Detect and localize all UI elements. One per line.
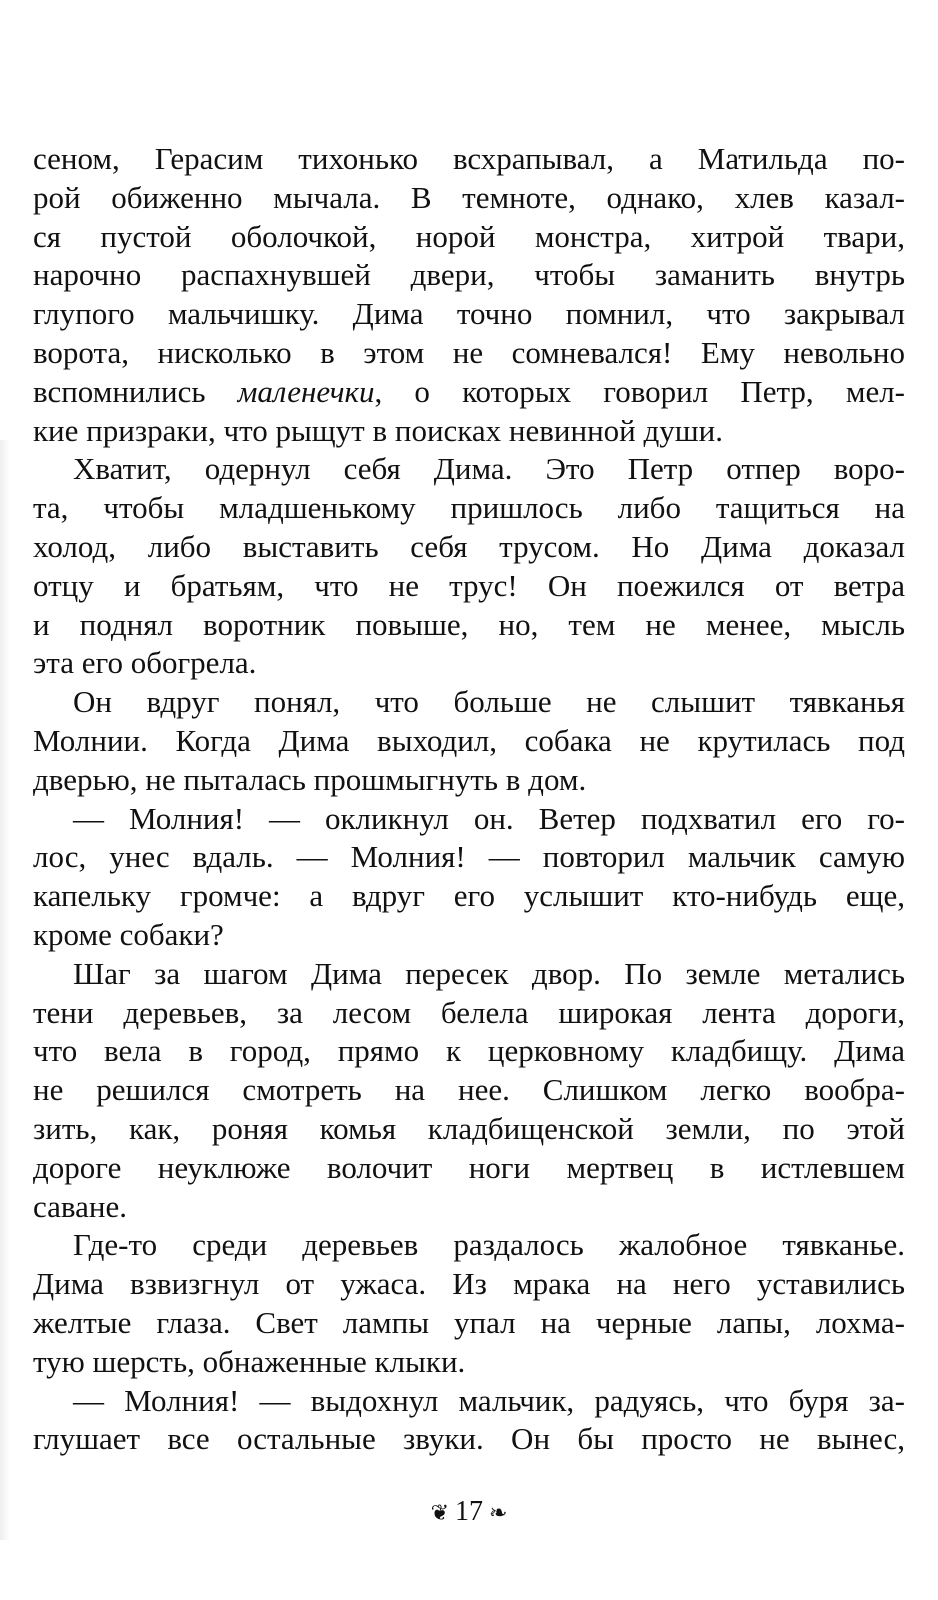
text-line: Он вдруг понял, что больше не слышит тявканья [73, 684, 905, 720]
text-line: желтые глаза. Свет лампы упал на черные лапы, лохма- [33, 1304, 905, 1340]
fleuron-right-icon: ❧ [489, 1500, 508, 1525]
text-line: не решился смотреть на нее. Слишком легко вообра- [33, 1072, 905, 1108]
text-line: та, чтобы младшенькому пришлось либо тащиться на [33, 490, 905, 526]
text-line: холод, либо выставить себя трусом. Но Дима доказал [33, 528, 905, 564]
page-number: 17 [455, 1496, 483, 1527]
text-line: эта его обогрела. [33, 645, 257, 681]
page-edge-shadow [0, 440, 10, 1540]
text-line: зить, как, роняя комья кладбищенской земли, по этой [33, 1110, 905, 1146]
text-line: саване. [33, 1188, 127, 1224]
text-line: что вела в город, прямо к церковному кладбищу. Дима [33, 1033, 905, 1069]
text-line: тую шерсть, обнаженные клыки. [33, 1343, 466, 1379]
text-segment: , о которых говорил Петр, мел- [374, 373, 906, 409]
text-line: кие призраки, что рыщут в поисках невинной души. [33, 412, 723, 448]
text-segment: вспомнились [33, 373, 238, 409]
text-line: глупого мальчишку. Дима точно помнил, что закрывал [33, 296, 905, 332]
text-line: тени деревьев, за лесом белела широкая лента дороги, [33, 994, 905, 1030]
text-line [33, 373, 905, 412]
text-line: Хватит, одернул себя Дима. Это Петр отпер воро- [73, 451, 905, 487]
text-line: Шаг за шагом Дима пересек двор. По земле метались [73, 955, 905, 991]
fleuron-left-icon: ❦ [430, 1500, 449, 1525]
body-text [33, 140, 905, 1459]
text-line: глушает все остальные звуки. Он бы просто не вынес, [33, 1421, 905, 1457]
text-line: и поднял воротник повыше, но, тем не менее, мысль [33, 606, 905, 642]
text-line: — Молния! — выдохнул мальчик, радуясь, что буря за- [73, 1382, 905, 1418]
text-line: сеном, Герасим тихонько всхрапывал, а Матильда по- [33, 141, 905, 176]
text-line: нарочно распахнувшей двери, чтобы заманить внутрь [33, 257, 905, 293]
text-line: дороге неуклюже волочит ноги мертвец в истлевшем [33, 1149, 905, 1185]
italic-word: маленечки [237, 373, 375, 409]
page-footer [0, 1496, 938, 1528]
text-line: рой обиженно мычала. В темноте, однако, хлев казал- [33, 179, 905, 215]
text-line: ся пустой оболочкой, норой монстра, хитрой твари, [33, 218, 905, 254]
text-line: капельку громче: а вдруг его услышит кто-нибудь еще, [33, 878, 905, 914]
text-line: Дима взвизгнул от ужаса. Из мрака на него уставились [33, 1266, 905, 1302]
text-line: Где-то среди деревьев раздалось жалобное тявканье. [73, 1227, 905, 1263]
text-line: отцу и братьям, что не трус! Он поежился от ветра [33, 567, 905, 603]
text-line: — Молния! — окликнул он. Ветер подхватил его го- [73, 800, 905, 836]
text-line: лос, унес вдаль. — Молния! — повторил мальчик самую [33, 839, 905, 875]
text-line: ворота, нисколько в этом не сомневался! Ему невольно [33, 334, 905, 370]
text-line: Молнии. Когда Дима выходил, собака не крутилась под [33, 722, 905, 758]
text-line: кроме собаки? [33, 916, 224, 952]
text-line: дверью, не пыталась прошмыгнуть в дом. [33, 761, 587, 797]
